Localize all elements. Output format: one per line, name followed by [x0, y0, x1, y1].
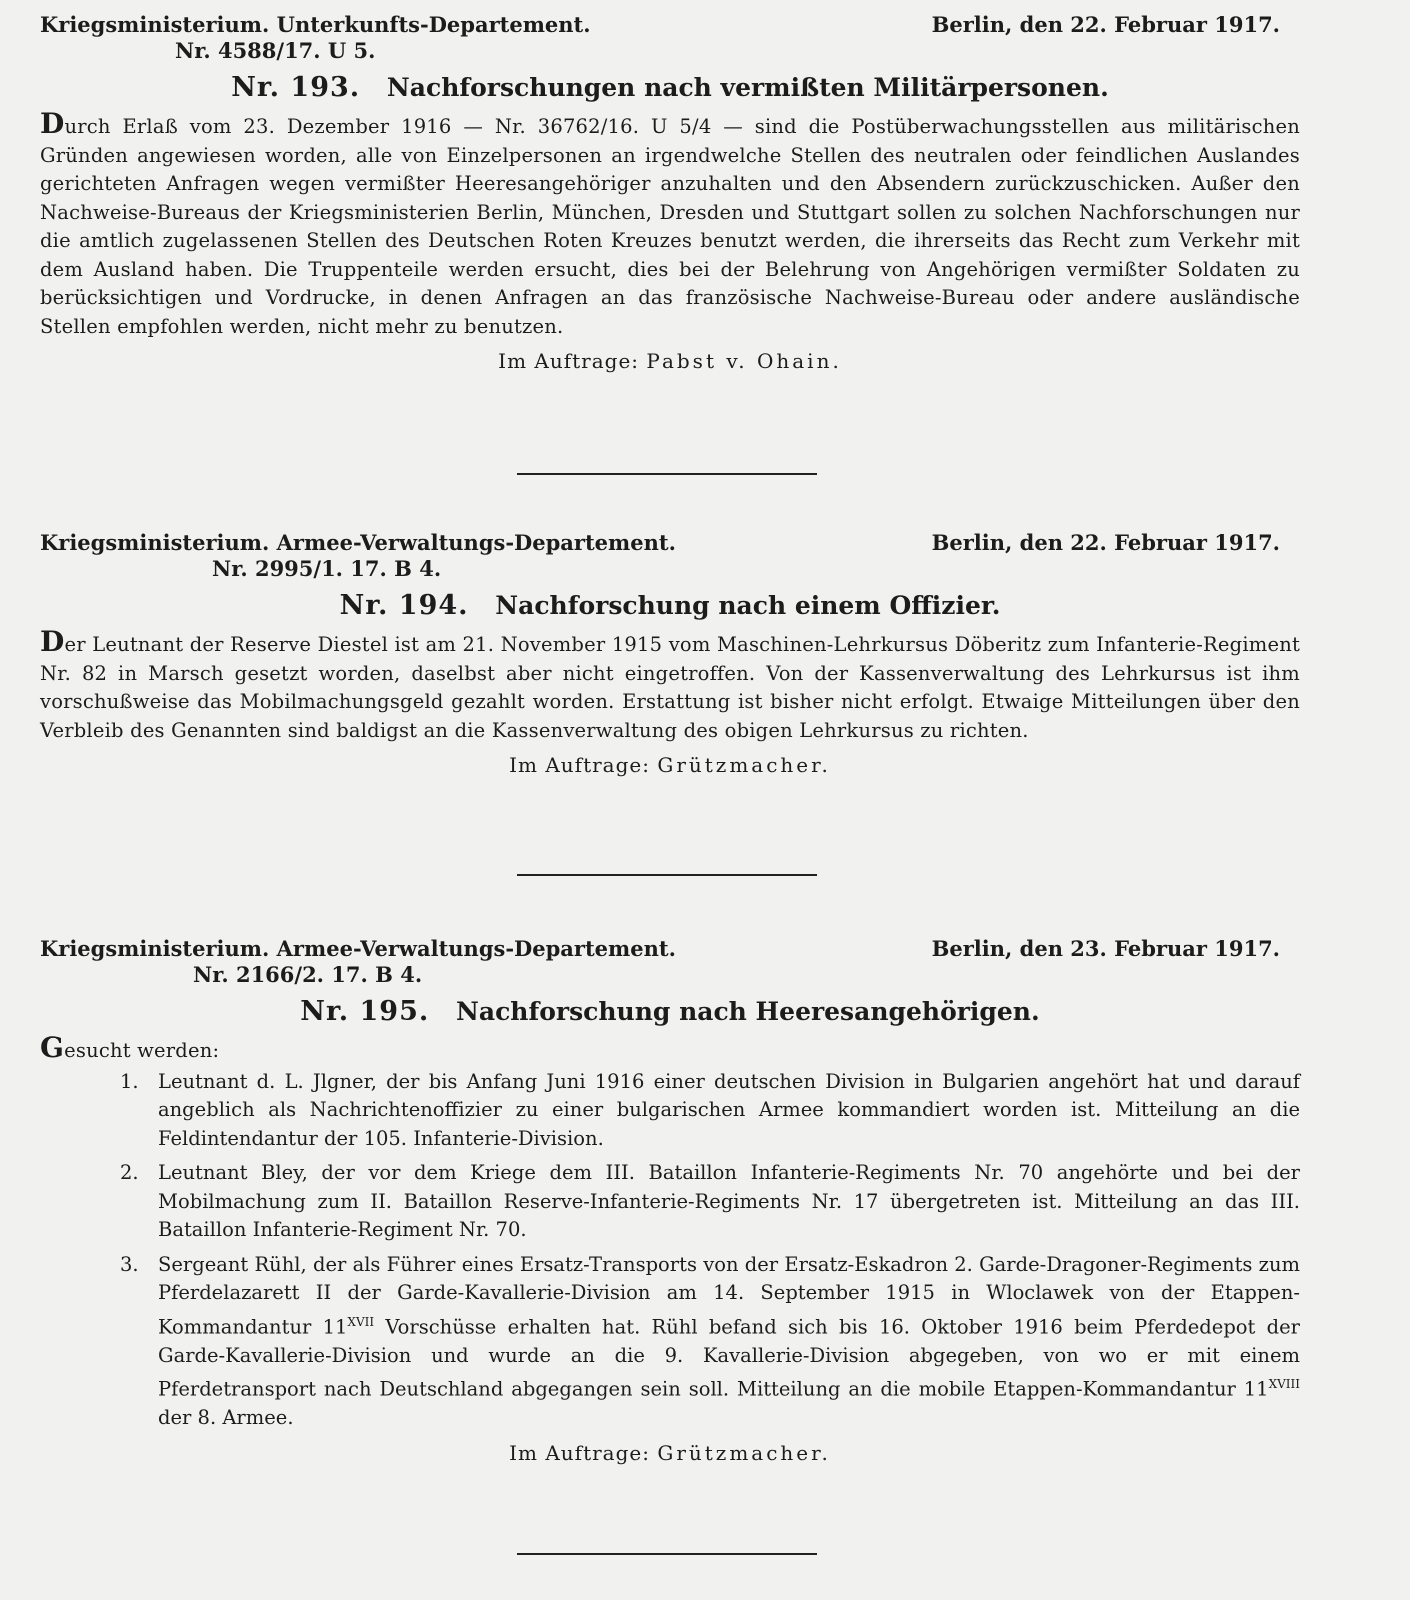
- superscript: XVII: [347, 1314, 375, 1329]
- signature-name: Grützmacher.: [657, 753, 831, 777]
- list-item-text: Vorschüsse erhalten hat. Rühl befand sich bis 16. Oktober 1916 beim Pferdedepot der Garde-Kavallerie-Division und wurde an die 9. Kavallerie-Division abgegeben, von wo er mit einem Pferdetransport nach Deutschland abgegangen sein soll. Mitteilung an die mobile Etappen-Kommandantur 11: [158, 1315, 1300, 1401]
- list-item-text: der 8. Armee.: [158, 1406, 294, 1429]
- section-195: [40, 936, 1300, 1465]
- section-body: [40, 107, 1300, 341]
- section-number: Nr. 194.: [339, 590, 469, 621]
- section-divider: [517, 1553, 817, 1555]
- signature: [40, 753, 1300, 777]
- list-item-text: Sergeant Rühl, der als Führer eines Ersatz-Transports von der Ersatz-Eskadron 2. Garde-Dragoner-Regiments zum Pferdelazarett II der Garde-Kavallerie-Division am 14. September 1915 in Wloclawek von der Etappen-Kommandantur 11: [158, 1252, 1300, 1338]
- initial-letter: D: [40, 107, 65, 140]
- section-header: [40, 12, 1300, 38]
- issuing-office: Kriegsministerium. Armee-Verwaltungs-Departement.: [40, 936, 676, 961]
- section-194: [40, 530, 1300, 777]
- list-item-text: Leutnant d. L. Jlgner, der bis Anfang Juni 1916 einer deutschen Division in Bulgarien angehört hat und darauf angeblich als Nachrichtenoffizier zu einer bulgarischen Armee kommandiert worden ist. Mitteilung an die Feldintendantur der 105. Infanterie-Division.: [158, 1069, 1300, 1150]
- section-divider: [517, 874, 817, 876]
- date-line: Berlin, den 23. Februar 1917.: [931, 936, 1280, 961]
- section-number: Nr. 193.: [231, 72, 361, 103]
- section-header: [40, 530, 1300, 556]
- date-line: Berlin, den 22. Februar 1917.: [931, 530, 1280, 555]
- reference-number: Nr. 2166/2. 17. B 4.: [193, 962, 423, 987]
- reference-number: Nr. 4588/17. U 5.: [175, 38, 376, 63]
- body-text: urch Erlaß vom 23. Dezember 1916 — Nr. 36762/16. U 5/4 — sind die Postüberwachungsstellen aus militärischen Gründen angewiesen worden, alle von Einzelpersonen an irgendwelche Stellen des neutralen oder feindlichen Auslandes gerichteten Anfragen wegen vermißter Heeresangehöriger anzuhalten und den Absendern zurückzuschicken. Außer den Nachweise-Bureaus der Kriegsministerien Berlin, München, Dresden und Stuttgart sollen zu solchen Nachforschungen nur die amtlich zugelassenen Stellen des Deutschen Roten Kreuzes benutzt werden, die ihrerseits das Recht zum Verkehr mit dem Ausland haben. Die Truppenteile werden ersucht, dies bei der Belehrung von Angehörigen vermißter Soldaten zu berücksichtigen und Vordrucke, in denen Anfragen an das französische Nachweise-Bureau oder andere ausländische Stellen empfohlen werden, nicht mehr zu benutzen.: [40, 115, 1300, 338]
- signature-prefix: Im Auftrage:: [498, 349, 640, 373]
- initial-letter: G: [40, 1031, 65, 1064]
- list-item-number: 1.: [120, 1069, 139, 1093]
- date-line: Berlin, den 22. Februar 1917.: [931, 12, 1280, 37]
- section-title: [40, 590, 1300, 628]
- section-header: [40, 936, 1300, 962]
- list-item-number: 3.: [120, 1252, 139, 1276]
- list-item: [40, 1068, 1300, 1154]
- wanted-persons-list: [40, 1068, 1300, 1433]
- initial-letter: D: [40, 625, 65, 658]
- signature: [40, 1441, 1300, 1465]
- body-text: er Leutnant der Reserve Diestel ist am 21. November 1915 vom Maschinen-Lehrkursus Döberitz zum Infanterie-Regiment Nr. 82 in Marsch gesetzt worden, daselbst aber nicht eingetroffen. Von der Kassenverwaltung des Lehrkursus ist ihm vorschußweise das Mobilmachungsgeld gezahlt worden. Erstattung ist bisher nicht erfolgt. Etwaige Mitteilungen über den Verbleib des Genannten sind baldigst an die Kassenverwaltung des obigen Lehrkursus zu richten.: [40, 633, 1300, 742]
- section-title-text: Nachforschungen nach vermißten Militärpersonen.: [386, 73, 1109, 102]
- section-number: Nr. 195.: [300, 996, 430, 1027]
- signature: [40, 349, 1300, 373]
- issuing-office: Kriegsministerium. Armee-Verwaltungs-Departement.: [40, 530, 676, 555]
- reference-number: Nr. 2995/1. 17. B 4.: [212, 556, 442, 581]
- list-item: [40, 1159, 1300, 1245]
- section-body: [40, 625, 1300, 745]
- superscript: XVIII: [1268, 1377, 1300, 1391]
- signature-prefix: Im Auftrage:: [509, 1440, 650, 1465]
- section-title: [40, 72, 1300, 110]
- intro-text: esucht werden:: [64, 1039, 220, 1062]
- section-title-text: Nachforschung nach einem Offizier.: [495, 591, 1001, 620]
- list-item: [40, 1251, 1300, 1433]
- signature-name: Pabst v. Ohain.: [646, 349, 842, 373]
- section-title: [40, 996, 1300, 1034]
- section-title-text: Nachforschung nach Heeresangehörigen.: [456, 997, 1040, 1026]
- section-193: [40, 12, 1300, 373]
- issuing-office: Kriegsministerium. Unterkunfts-Departement.: [40, 12, 591, 37]
- signature-prefix: Im Auftrage:: [509, 753, 650, 777]
- list-item-number: 2.: [120, 1161, 139, 1184]
- section-divider: [517, 473, 817, 475]
- signature-name: Grützmacher.: [657, 1440, 831, 1465]
- section-intro: [40, 1031, 1300, 1066]
- list-item-text: Leutnant Bley, der vor dem Kriege dem III. Bataillon Infanterie-Regiments Nr. 70 angehörte und bei der Mobilmachung zum II. Bataillon Reserve-Infanterie-Regiments Nr. 17 übergetreten ist. Mitteilung an das III. Bataillon Infanterie-Regiment Nr. 70.: [158, 1161, 1300, 1241]
